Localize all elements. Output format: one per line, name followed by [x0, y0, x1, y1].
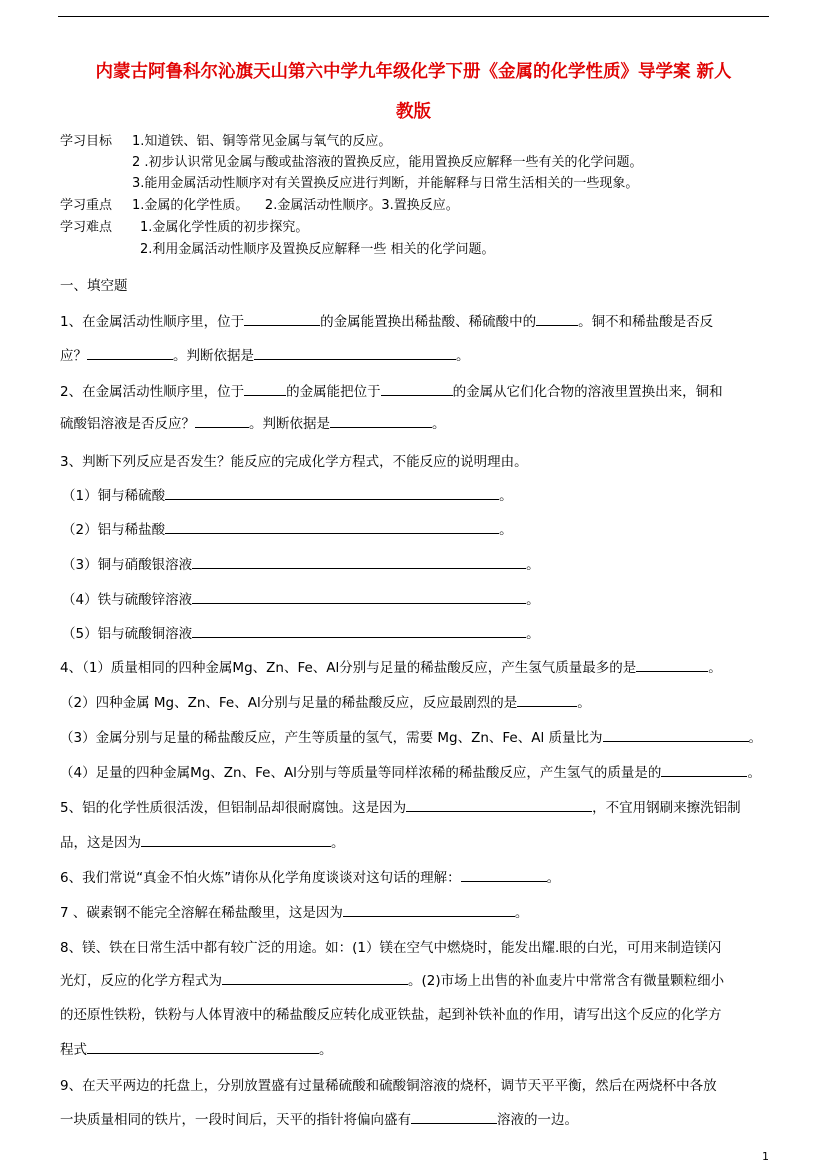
- question-5-line-2: 品，这是因为 。: [60, 831, 345, 851]
- question-4-part-3: （3）金属分别与足量的稀盐酸反应，产生等质量的氢气，需要 Mg、Zn、Fe、Al 质量比为 。: [60, 726, 762, 746]
- question-8-line-3: 的还原性铁粉，铁粉与人体胃液中的稀盐酸反应转化成亚铁盐，起到补铁补血的作用，请写出这个反应的化学方: [60, 1007, 722, 1023]
- question-4-part-2: （2）四种金属 Mg、Zn、Fe、Al分别与足量的稀盐酸反应，反应最剧烈的是 。: [60, 691, 591, 711]
- question-3-item-3: （3）铜与硝酸银溶液 。: [62, 553, 540, 573]
- page-number: 1: [762, 1150, 769, 1163]
- question-2-line-2: 硫酸铝溶液是否反应？ 。判断依据是 。: [60, 412, 446, 432]
- answer-blank[interactable]: [87, 345, 173, 360]
- section-heading: 一、填空题: [60, 278, 128, 294]
- answer-blank[interactable]: [192, 623, 526, 638]
- question-7: 7 、碳素钢不能完全溶解在稀盐酸里，这是因为 。: [60, 901, 528, 921]
- question-4-part-4: （4）足量的四种金属Mg、Zn、Fe、Al分别与等质量等同样浓稀的稀盐酸反应，产生氢气的质量是的 。: [60, 761, 761, 781]
- answer-blank[interactable]: [192, 589, 526, 604]
- question-2-line-1: 2、在金属活动性顺序里，位于 的金属能把位于 的金属从它们化合物的溶液里置换出来，铜和: [60, 380, 723, 400]
- question-3-item-2: （2）铝与稀盐酸 。: [62, 518, 513, 538]
- answer-blank[interactable]: [244, 381, 286, 396]
- answer-blank[interactable]: [343, 902, 515, 917]
- question-8-line-1: 8、镁、铁在日常生活中都有较广泛的用途。如：(1）镁在空气中燃烧时，能发出耀.眼的白光，可用来制造镁闪: [60, 940, 722, 956]
- question-8-line-2: 光灯，反应的化学方程式为 。(2)市场上出售的补血麦片中常常含有微量颗粒细小: [60, 969, 724, 989]
- question-9-line-2: 一块质量相同的铁片，一段时间后，天平的指针将偏向盛有 溶液的一边。: [60, 1108, 578, 1128]
- answer-blank[interactable]: [411, 1109, 497, 1124]
- answer-blank[interactable]: [330, 413, 432, 428]
- question-1-line-1: 1、在金属活动性顺序里，位于 的金属能置换出稀盐酸、稀硫酸中的 。铜不和稀盐酸是否反: [60, 310, 713, 330]
- question-8-line-4: 程式 。: [60, 1038, 333, 1058]
- difficulties-label: 学习难点: [60, 220, 113, 235]
- answer-blank[interactable]: [244, 311, 320, 326]
- answer-blank[interactable]: [381, 381, 453, 396]
- objective-item-3: 3.能用金属活动性顺序对有关置换反应进行判断，并能解释与日常生活相关的一些现象。: [132, 176, 639, 191]
- key-points-label: 学习重点: [60, 198, 113, 213]
- difficulty-item-2: 2.利用金属活动性顺序及置换反应解释一些 相关的化学问题。: [140, 242, 495, 257]
- answer-blank[interactable]: [165, 519, 499, 534]
- question-1-line-2: 应？ 。判断依据是 。: [60, 344, 470, 364]
- question-9-line-1: 9、在天平两边的托盘上，分别放置盛有过量稀硫酸和硫酸铜溶液的烧杯，调节天平平衡，然后在两烧杯中各放: [60, 1078, 717, 1094]
- answer-blank[interactable]: [87, 1039, 319, 1054]
- title-line-1: 内蒙古阿鲁科尔沁旗天山第六中学九年级化学下册《金属的化学性质》导学案 新人: [95, 62, 732, 82]
- answer-blank[interactable]: [141, 832, 331, 847]
- answer-blank[interactable]: [406, 797, 592, 812]
- question-6: 6、我们常说“真金不怕火炼”请你从化学角度谈谈对这句话的理解： 。: [60, 866, 560, 886]
- answer-blank[interactable]: [517, 692, 577, 707]
- answer-blank[interactable]: [195, 413, 249, 428]
- answer-blank[interactable]: [636, 657, 708, 672]
- answer-blank[interactable]: [661, 762, 747, 777]
- answer-blank[interactable]: [222, 970, 408, 985]
- title-line-2: 教版: [396, 102, 431, 122]
- question-3-item-5: （5）铝与硫酸铜溶液 。: [62, 622, 540, 642]
- answer-blank[interactable]: [165, 485, 499, 500]
- question-3-item-1: （1）铜与稀硫酸 。: [62, 484, 513, 504]
- answer-blank[interactable]: [192, 554, 526, 569]
- answer-blank[interactable]: [254, 345, 456, 360]
- question-3-intro: 3、判断下列反应是否发生？能反应的完成化学方程式，不能反应的说明理由。: [60, 454, 528, 470]
- document-title: [48, 52, 779, 132]
- objectives-label: 学习目标: [60, 134, 113, 149]
- answer-blank[interactable]: [461, 867, 547, 882]
- question-3-item-4: （4）铁与硫酸锌溶液 。: [62, 588, 540, 608]
- difficulty-item-1: 1.金属化学性质的初步探究。: [140, 220, 309, 235]
- key-points-text: 1.金属的化学性质。 2.金属活动性顺序。3.置换反应。: [132, 198, 459, 213]
- header-rule: [58, 16, 769, 17]
- question-5-line-1: 5、铝的化学性质很活泼，但铝制品却很耐腐蚀。这是因为 ，不宜用钢刷来擦洗铝制: [60, 796, 741, 816]
- objective-item-1: 1.知道铁、铝、铜等常见金属与氧气的反应。: [132, 134, 392, 149]
- objective-item-2: 2 .初步认识常见金属与酸或盐溶液的置换反应，能用置换反应解释一些有关的化学问题。: [132, 155, 643, 170]
- question-4-part-1: 4、（1）质量相同的四种金属Mg、Zn、Fe、Al分别与足量的稀盐酸反应，产生氢气质量最多的是 。: [60, 656, 722, 676]
- answer-blank[interactable]: [603, 727, 749, 742]
- answer-blank[interactable]: [536, 311, 578, 326]
